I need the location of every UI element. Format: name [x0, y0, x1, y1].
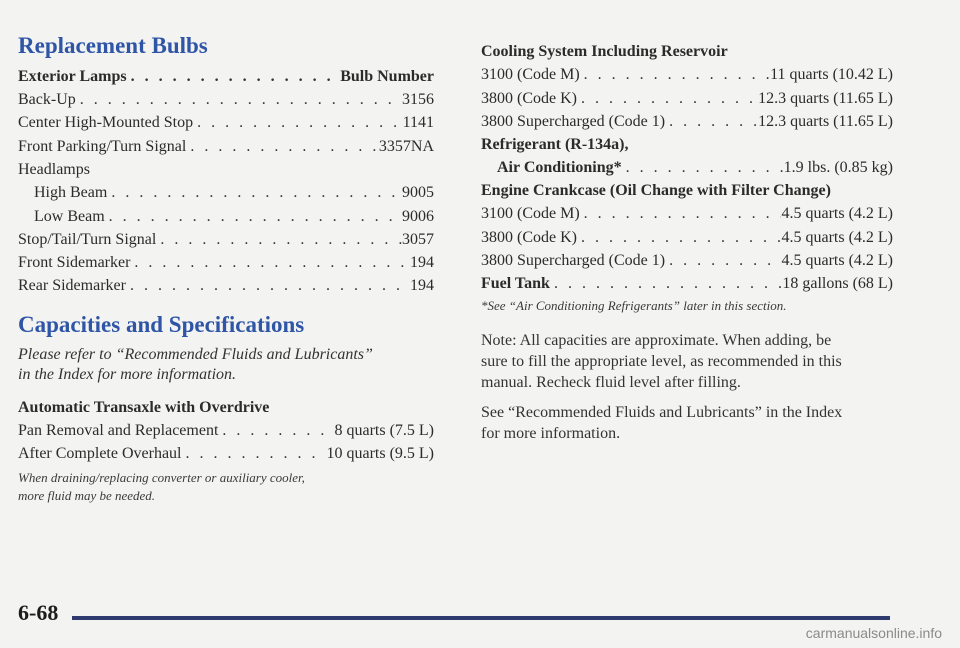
- refrigerant-row: Air Conditioning* . . . 1.9 lbs. (0.85 kg): [481, 157, 893, 179]
- footnote: *See “Air Conditioning Refrigerants” later in this section.: [481, 298, 787, 313]
- crankcase-row: 3800 Supercharged (Code 1) . . . 4.5 quarts (4.2 L): [481, 250, 893, 272]
- bulb-row: High Beam . . . 9005: [18, 182, 434, 204]
- cooling-heading: Cooling System Including Reservoir: [481, 43, 728, 60]
- bulb-row: Front Parking/Turn Signal . . . 3357NA: [18, 136, 434, 158]
- cooling-row: 3800 (Code K) . . . 12.3 quarts (11.65 L): [481, 88, 893, 110]
- see-line2: for more information.: [481, 425, 621, 442]
- page-number: 6-68: [18, 600, 59, 625]
- exterior-lamps-label: Exterior Lamps: [18, 68, 127, 85]
- capacity-row: After Complete Overhaul . . . 10 quarts (9.5 L): [18, 443, 434, 465]
- bulb-row: Rear Sidemarker . . . 194: [18, 275, 434, 297]
- bulb-row: Headlamps: [18, 161, 90, 178]
- see-line1: See “Recommended Fluids and Lubricants” in the Index: [481, 404, 843, 421]
- cooling-row: 3800 Supercharged (Code 1) . . . 12.3 quarts (11.65 L): [481, 111, 893, 133]
- crankcase-row: 3100 (Code M) . . . 4.5 quarts (4.2 L): [481, 203, 893, 225]
- capacities-intro-line1: Please refer to “Recommended Fluids and Lubricants”: [18, 346, 373, 363]
- capacities-intro-line2: in the Index for more information.: [18, 366, 237, 383]
- crankcase-row: 3800 (Code K) . . . 4.5 quarts (4.2 L): [481, 227, 893, 249]
- capacities-title: Capacities and Specifications: [18, 312, 305, 337]
- note-line3: manual. Recheck fluid level after filling.: [481, 374, 741, 391]
- transaxle-note-line2: more fluid may be needed.: [18, 488, 156, 503]
- transaxle-heading: Automatic Transaxle with Overdrive: [18, 399, 270, 416]
- note-line2: sure to fill the appropriate level, as recommended in this: [481, 353, 842, 370]
- transaxle-note-line1: When draining/replacing converter or auxiliary cooler,: [18, 470, 305, 485]
- footer-rule: [72, 616, 890, 620]
- bulb-number-label: Bulb Number: [340, 68, 434, 85]
- bulb-row: Back-Up . . . 3156: [18, 89, 434, 111]
- note-line1: Note: All capacities are approximate. When adding, be: [481, 332, 832, 349]
- watermark: carmanualsonline.info: [805, 625, 942, 641]
- bulb-row: Stop/Tail/Turn Signal . . . 3057: [18, 229, 434, 251]
- cooling-row: 3100 (Code M) . . . 11 quarts (10.42 L): [481, 64, 893, 86]
- bulb-table-header: [18, 66, 434, 88]
- crankcase-heading: Engine Crankcase (Oil Change with Filter Change): [481, 182, 831, 199]
- capacity-row: Pan Removal and Replacement . . . 8 quarts (7.5 L): [18, 420, 434, 442]
- refrigerant-heading: Refrigerant (R-134a),: [481, 136, 629, 153]
- bulb-row: Center High-Mounted Stop . . . 1141: [18, 112, 434, 134]
- replacement-bulbs-title: Replacement Bulbs: [18, 33, 208, 58]
- bulb-row: Low Beam . . . 9006: [18, 206, 434, 228]
- fuel-tank-row: Fuel Tank . . . 18 gallons (68 L): [481, 273, 893, 295]
- bulb-row: Front Sidemarker . . . 194: [18, 252, 434, 274]
